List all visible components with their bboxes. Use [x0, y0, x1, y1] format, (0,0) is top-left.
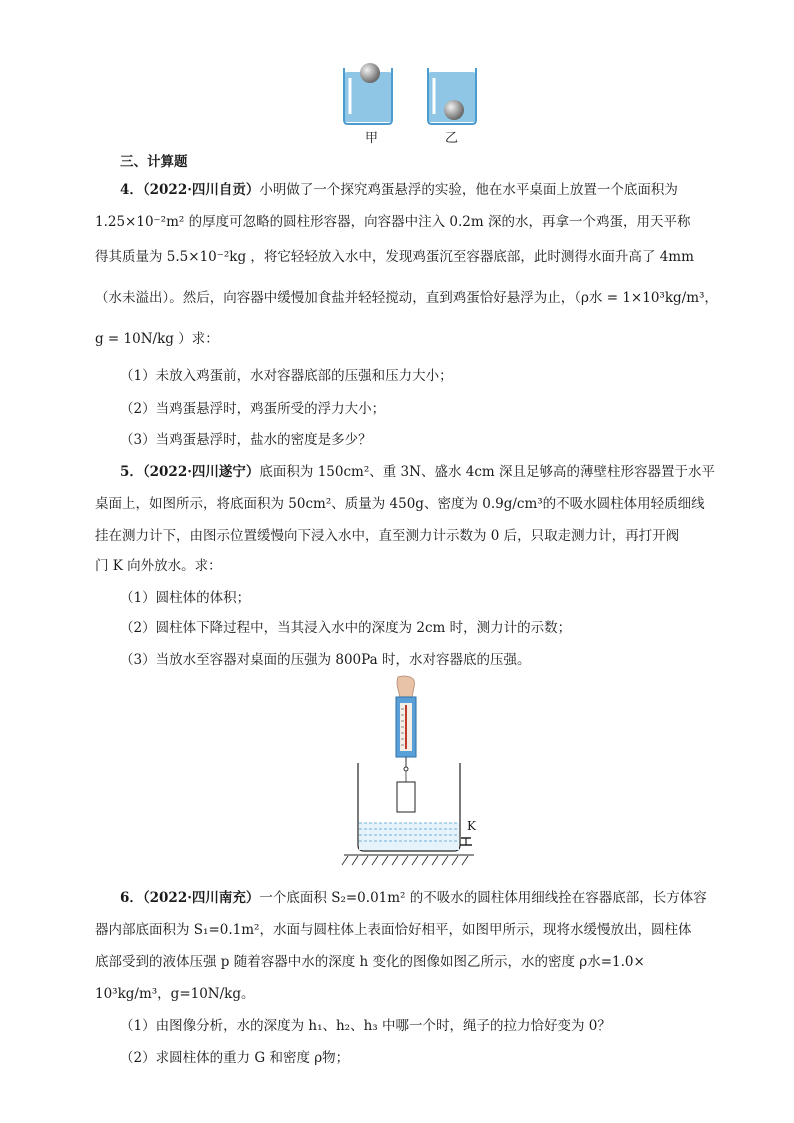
- q6-tag: 6．（2022·四川南充）: [120, 890, 260, 906]
- q6-line-1: [120, 888, 707, 908]
- q4-line-3: 得其质量为 5.5×10⁻²kg ，将它轻轻放入水中，发现鸡蛋沉至容器底部，此时测得水面升高了 4mm: [95, 249, 694, 265]
- q4-line-4: （水未溢出）。然后，向容器中缓慢加食盐并轻轻搅动，直到鸡蛋恰好悬浮为止，（ρ水 = 1×10³kg/m³，: [95, 290, 718, 306]
- q5-text-1: 底面积为 150cm²、重 3N、盛水 4cm 深且足够高的薄壁柱形容器置于水平: [259, 464, 715, 480]
- q5-tag: 5．（2022·四川遂宁）: [120, 464, 260, 480]
- q6-line-2: 器内部底面积为 S₁=0.1m²，水面与圆柱体上表面恰好相平，如图甲所示，现将水缓慢放出，圆柱体: [95, 922, 692, 938]
- q6-sub-2: （2）求圆柱体的重力 G 和密度 ρ物；: [120, 1050, 350, 1066]
- section-title: 三、计算题: [120, 154, 188, 170]
- q6-line-3: 底部受到的液体压强 p 随着容器中水的深度 h 变化的图像如图乙所示，水的密度 ρ水=1.0×: [95, 954, 645, 970]
- q5-sub-1: （1）圆柱体的体积；: [120, 590, 251, 606]
- figure-label-yi: 乙: [445, 131, 459, 146]
- q5-line-4: 门 K 向外放水。求：: [95, 558, 222, 574]
- q4-sub-3: （3）当鸡蛋悬浮时，盐水的密度是多少？: [120, 432, 372, 448]
- q4-line-5: g = 10N/kg ）求：: [95, 331, 219, 347]
- valve-label: K: [467, 819, 476, 833]
- q5-line-2: 桌面上，如图所示，将底面积为 50cm²、质量为 450g、密度为 0.9g/cm³的不吸水圆柱体用轻质细线: [95, 496, 705, 512]
- q4-line-2: 1.25×10⁻²m² 的厚度可忽略的圆柱形容器，向容器中注入 0.2m 深的水，再拿一个鸡蛋，用天平称: [95, 214, 691, 230]
- q6-text-1: 一个底面积 S₂=0.01m² 的不吸水的圆柱体用细线拴在容器底部，长方体容: [259, 890, 707, 906]
- q6-sub-1: （1）由图像分析，水的深度为 h₁、h₂、h₃ 中哪一个时，绳子的拉力恰好变为 0？: [120, 1018, 611, 1034]
- q4-text-1: 小明做了一个探究鸡蛋悬浮的实验，他在水平桌面上放置一个底面积为: [259, 182, 678, 198]
- figure-label-jia: 甲: [365, 131, 379, 146]
- q6-line-4: 10³kg/m³，g=10N/kg。: [95, 986, 255, 1002]
- q5-sub-3: （3）当放水至容器对桌面的压强为 800Pa 时，水对容器底的压强。: [120, 652, 531, 668]
- q4-sub-2: （2）当鸡蛋悬浮时，鸡蛋所受的浮力大小；: [120, 401, 386, 417]
- q4-tag: 4．（2022·四川自贡）: [120, 182, 260, 198]
- q4-sub-1: （1）未放入鸡蛋前，水对容器底部的压强和压力大小；: [120, 368, 453, 384]
- q5-sub-2: （2）圆柱体下降过程中，当其浸入水中的深度为 2cm 时，测力计的示数；: [120, 620, 572, 636]
- spring-scale-container-figure: [340, 675, 490, 875]
- q4-line-1: [120, 180, 678, 200]
- q5-line-3: 挂在测力计下，由图示位置缓慢向下浸入水中，直至测力计示数为 0 后，只取走测力计，再打开阀: [95, 528, 680, 544]
- q5-line-1: [120, 462, 715, 482]
- egg-beaker-figure: [330, 60, 480, 132]
